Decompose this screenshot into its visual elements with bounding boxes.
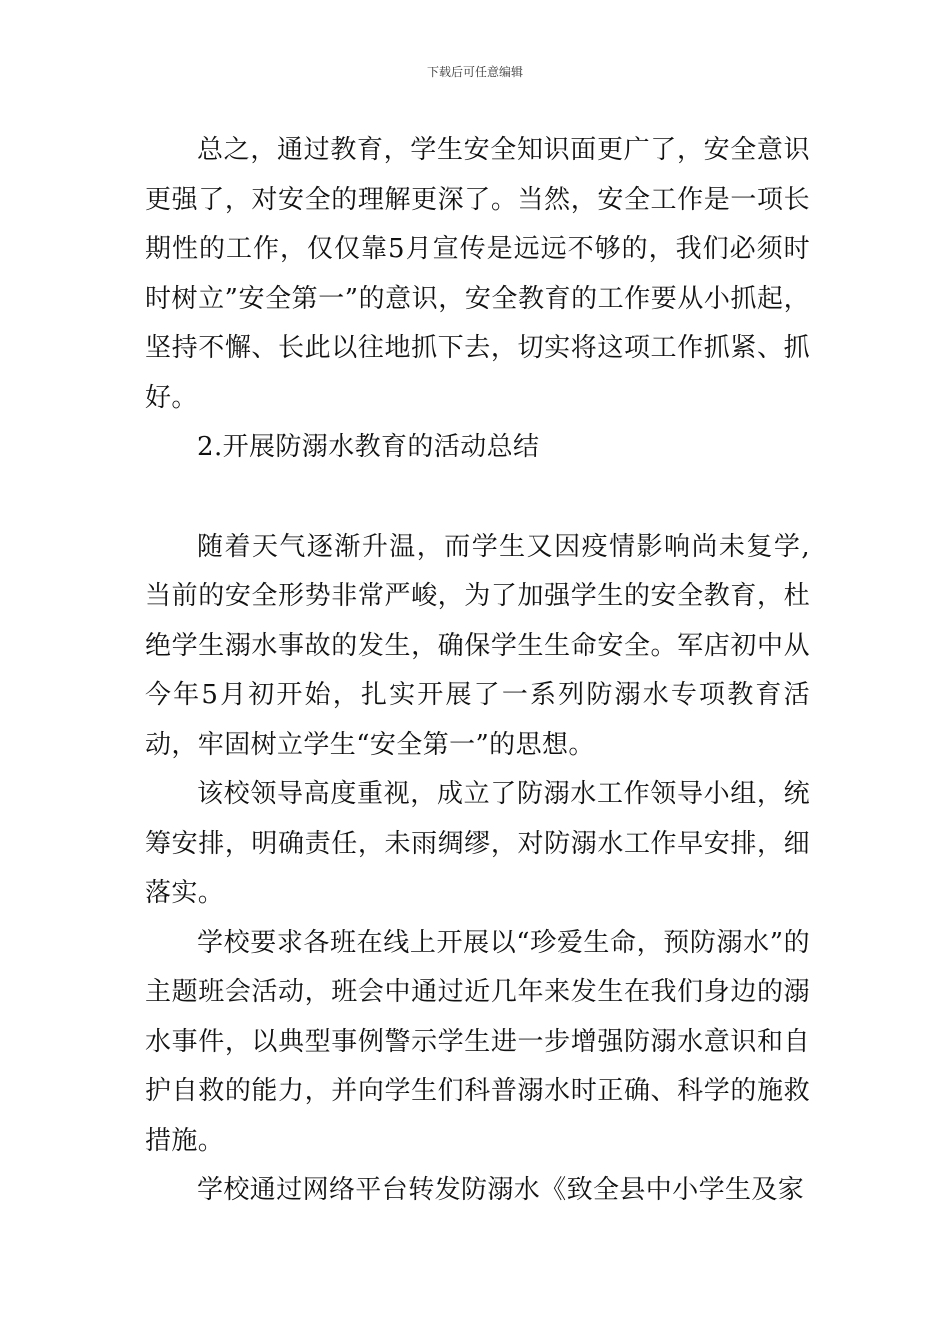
paragraph-leadership: 该校领导高度重视，成立了防溺水工作领导小组，统筹安排，明确责任，未雨绸缪，对防溺水工作早安排，细落实。 — [145, 779, 810, 908]
paragraph-network-platform: 学校通过网络平台转发防溺水《致全县中小学生及家 — [197, 1175, 805, 1205]
section-heading: 2.开展防溺水教育的活动总结 — [197, 432, 540, 462]
paragraph-class-meeting: 学校要求各班在线上开展以“珍爱生命，预防溺水”的主题班会活动，班会中通过近几年来发生在我们身边的溺水事件，以典型事例警示学生进一步增强防溺水意识和自护自救的能力，并向学生们科普溺水时正确、科学的施救措施。 — [145, 927, 810, 1156]
document-body — [145, 126, 810, 1216]
page-header-note: 下载后可任意编辑 — [426, 65, 523, 79]
paragraph-summary: 总之，通过教育，学生安全知识面更广了，安全意识更强了，对安全的理解更深了。当然，安全工作是一项长期性的工作，仅仅靠5月宣传是远远不够的，我们必须时时树立”安全第一”的意识，安全教育的工作要从小抓起，坚持不懈、长此以往地抓下去，切实将这项工作抓紧、抓好。 — [145, 135, 810, 413]
paragraph-background: 随着天气逐渐升温，而学生又因疫情影响尚未复学,当前的安全形势非常严峻，为了加强学生的安全教育，杜绝学生溺水事故的发生，确保学生生命安全。军店初中从今年5月初开始，扎实开展了一系列防溺水专项教育活动，牢固树立学生“安全第一”的思想。 — [145, 531, 810, 760]
